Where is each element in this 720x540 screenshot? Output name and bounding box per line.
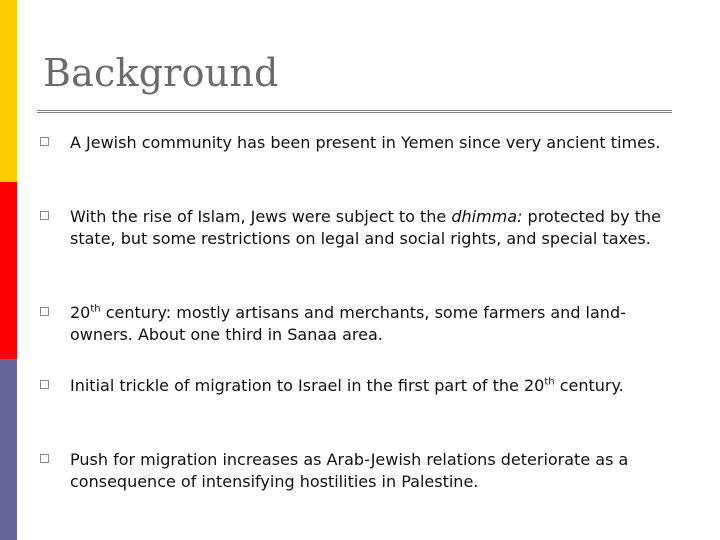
- bullet-text-2-term: dhimma:: [451, 207, 523, 226]
- hollow-square-icon: [40, 137, 49, 146]
- slide-title: Background: [43, 51, 279, 95]
- bullet-text-4-pre: Initial trickle of migration to Israel in the first part of the 20: [70, 376, 545, 395]
- bullet-text-3-post: century: mostly artisans and merchants, some farmers and land-owners. About one third in Sanaa area.: [70, 303, 626, 344]
- bullet-text-3: [70, 302, 685, 346]
- bullet-text-2-post: protected by the state, but some restrictions on legal and social rights, and special taxes.: [70, 207, 661, 248]
- bullet-text-2-pre: With the rise of Islam, Jews were subject to the: [70, 207, 452, 226]
- bullet-text-3-num: 20: [70, 303, 91, 322]
- hollow-square-icon: [40, 211, 49, 220]
- bullet-text-4-sup: th: [544, 376, 555, 388]
- bullet-text-1: A Jewish community has been present in Yemen since very ancient times.: [70, 133, 661, 152]
- hollow-square-icon: [40, 454, 49, 463]
- bullet-text-4-post: century.: [554, 376, 624, 395]
- bullet-text-2: [70, 206, 685, 250]
- hollow-square-icon: [40, 307, 49, 316]
- bullet-text-3-sup: th: [90, 303, 101, 315]
- bullet-text-5: Push for migration increases as Arab-Jewish relations deteriorate as a consequence of intensifying hostilities in Palestine.: [70, 450, 629, 491]
- hollow-square-icon: [40, 380, 49, 389]
- bullet-text-4: [70, 375, 685, 397]
